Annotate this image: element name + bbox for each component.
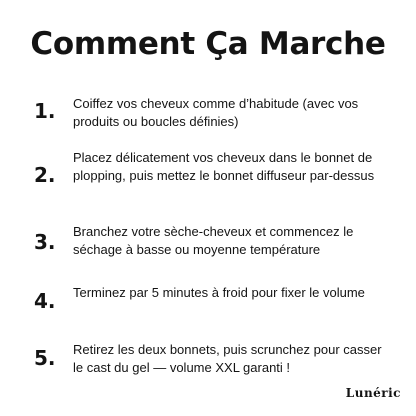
step-text: Coiffez vos cheveux comme d’habitude (avec vos produits ou boucles définies) [73, 96, 359, 129]
step-number: 4. [34, 289, 56, 313]
step-number: 1. [34, 99, 56, 123]
step-number: 2. [34, 163, 56, 187]
step-text: Terminez par 5 minutes à froid pour fixer le volume [73, 285, 365, 300]
page-title: Comment Ça Marche [30, 26, 386, 62]
step-text: Placez délicatement vos cheveux dans le bonnet de plopping, puis mettez le bonnet diffuseur par-dessus [73, 150, 375, 183]
step-number: 5. [34, 346, 56, 370]
step-number: 3. [34, 230, 56, 254]
brand-logo: Lunéric [345, 386, 401, 400]
step-text: Retirez les deux bonnets, puis scrunchez pour casser le cast du gel — volume XXL garanti ! [73, 342, 382, 375]
step-text: Branchez votre sèche-cheveux et commencez le séchage à basse ou moyenne température [73, 224, 354, 257]
